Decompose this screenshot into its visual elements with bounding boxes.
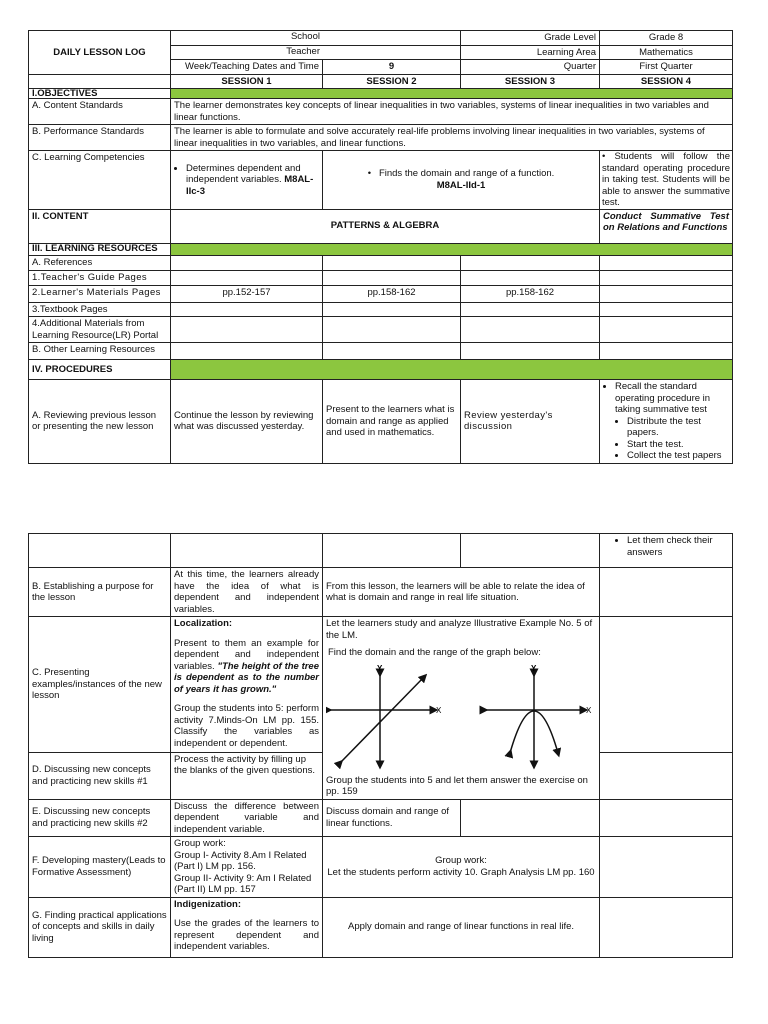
learning-area-label: Learning Area: [461, 45, 600, 60]
graph1-x-label: X: [436, 705, 442, 715]
lm-pages-session-2: pp.158-162: [323, 285, 461, 302]
week-value: 9: [323, 60, 461, 75]
graphs-figure: [326, 665, 594, 775]
procedure-c-label: C. Presenting examples/instances of the new lesson: [29, 617, 171, 753]
procedure-b-session-1: At this time, the learners already have the idea of what is dependent and independent variables.: [171, 568, 323, 617]
session-1-header: SESSION 1: [171, 74, 323, 89]
linear-graph: [328, 665, 442, 765]
resources-heading: III. LEARNING RESOURCES: [29, 243, 171, 255]
procedure-c-session-1: Localization: Present to them an example for dependent and independent variables. "The height of the tree is dependent as to the number of years it has grown." Group the students into 5: perform activity 7.Minds-On LM pp. 155. Classify the variables as independent or dependent.: [171, 617, 323, 753]
other-resources-label: B. Other Learning Resources: [29, 343, 171, 360]
procedure-a-session-3: Review yesterday's discussion: [461, 380, 600, 464]
parabola-graph: [484, 665, 592, 765]
procedure-a-session-4-cont: • Let them check their answers: [600, 534, 733, 568]
session-4-header: SESSION 4: [600, 74, 733, 89]
procedure-d-session-1: Process the activity by filling up the blanks of the given questions.: [171, 752, 323, 799]
procedure-g-session-1: Indigenization: Use the grades of the learners to represent dependent and independent variables.: [171, 897, 323, 957]
procedure-a4-item: • Collect the test papers: [627, 450, 729, 462]
school-label: School: [290, 31, 320, 42]
learning-competencies-label: C. Learning Competencies: [29, 151, 171, 210]
content-standards-label: A. Content Standards: [29, 99, 171, 125]
procedure-f-session-1: Group work: Group I- Activity 8.Am I Related (Part I) LM pp. 156. Group II- Activity 9: Am I Related (Part II) LM pp. 157: [171, 837, 323, 898]
lesson-log-table-bottom: [28, 533, 733, 958]
procedure-a-session-4: [600, 380, 733, 464]
performance-standards-text: The learner is able to formulate and solve accurately real-life problems involving linear inequalities in two variables, systems of linear inequalities in two variables, and linear functions.: [171, 125, 733, 151]
procedure-a4-item: • Start the test.: [627, 439, 729, 451]
lm-pages-session-3: pp.158-162: [461, 285, 600, 302]
procedure-e-label: E. Discussing new concepts and practicing new skills #2: [29, 799, 171, 837]
procedure-a-label: A. Reviewing previous lesson or presenting the new lesson: [29, 380, 171, 464]
procedure-g-label: G. Finding practical applications of concepts and skills in daily living: [29, 897, 171, 957]
procedure-a-session-2: Present to the learners what is domain and range as applied and used in mathematics.: [323, 380, 461, 464]
procedure-e-session-1: Discuss the difference between dependent variable and independent variable.: [171, 799, 323, 837]
session-2-header: SESSION 2: [323, 74, 461, 89]
graph1-y-label: Y: [377, 664, 383, 673]
learning-area-value: Mathematics: [600, 45, 733, 60]
additional-materials-label: 4.Additional Materials from Learning Resource(LR) Portal: [29, 317, 171, 343]
procedure-f-label: F. Developing mastery(Leads to Formative Assessment): [29, 837, 171, 898]
performance-standards-label: B. Performance Standards: [29, 125, 171, 151]
session-3-header: SESSION 3: [461, 74, 600, 89]
graph2-x-label: X: [586, 705, 592, 715]
content-standards-text: The learner demonstrates key concepts of linear inequalities in two variables, systems of linear inequalities in two variables and linear functions.: [171, 99, 733, 125]
log-title: DAILY LESSON LOG: [29, 31, 171, 75]
procedure-a4-item: • Distribute the test papers.: [627, 416, 729, 439]
content-heading: II. CONTENT: [29, 209, 171, 243]
procedure-e-session-2: Discuss domain and range of linear functions.: [323, 799, 461, 837]
procedure-a4-item: • Recall the standard operating procedure in taking summative test: [615, 381, 729, 416]
textbook-pages-label: 3.Textbook Pages: [29, 302, 171, 317]
teachers-guide-label: 1.Teacher's Guide Pages: [29, 270, 171, 285]
content-session-4: Conduct Summative Test on Relations and Functions: [600, 209, 733, 243]
lesson-log-table-top: [28, 30, 733, 464]
quarter-value: First Quarter: [600, 60, 733, 75]
procedure-b-session-2-3: From this lesson, the learners will be able to relate the idea of what is domain and range in real life situation.: [323, 568, 600, 617]
grade-level-value: Grade 8: [600, 31, 733, 46]
grade-level-label: Grade Level: [461, 31, 600, 46]
learners-materials-label: 2.Learner's Materials Pages: [29, 285, 171, 302]
content-topic: PATTERNS & ALGEBRA: [171, 209, 600, 243]
objectives-heading: I.OBJECTIVES: [29, 89, 171, 99]
procedure-g-session-2-3: Apply domain and range of linear functions in real life.: [323, 897, 600, 957]
competency-session-4: • Students will follow the standard operating procedure in taking test. Students will be able to answer the summative test.: [600, 151, 733, 210]
procedure-b-label: B. Establishing a purpose for the lesson: [29, 568, 171, 617]
procedure-f-session-2-3: Group work: Let the students perform activity 10. Graph Analysis LM pp. 160: [323, 837, 600, 898]
competency-session-1: • Determines dependent and independent variables. M8AL-IIc-3: [171, 151, 323, 210]
competency-session-2-3: • Finds the domain and range of a function. M8AL-IId-1: [323, 151, 600, 210]
teacher-label: Teacher: [286, 45, 320, 57]
procedure-a-session-1: Continue the lesson by reviewing what was discussed yesterday.: [171, 380, 323, 464]
procedure-c-session-2-3: Let the learners study and analyze Illustrative Example No. 5 of the LM. Find the domain and the range of the graph below: Y X Y X Group the students into 5 and let them answer the exercise on pp. 159: [323, 617, 600, 800]
procedures-heading: IV. PROCEDURES: [29, 360, 171, 380]
references-label: A. References: [29, 255, 171, 270]
lm-pages-session-1: pp.152-157: [171, 285, 323, 302]
week-label: Week/Teaching Dates and Time: [171, 60, 323, 75]
procedure-d-label: D. Discussing new concepts and practicing new skills #1: [29, 752, 171, 799]
quarter-label: Quarter: [461, 60, 600, 75]
graph2-y-label: Y: [531, 664, 537, 673]
